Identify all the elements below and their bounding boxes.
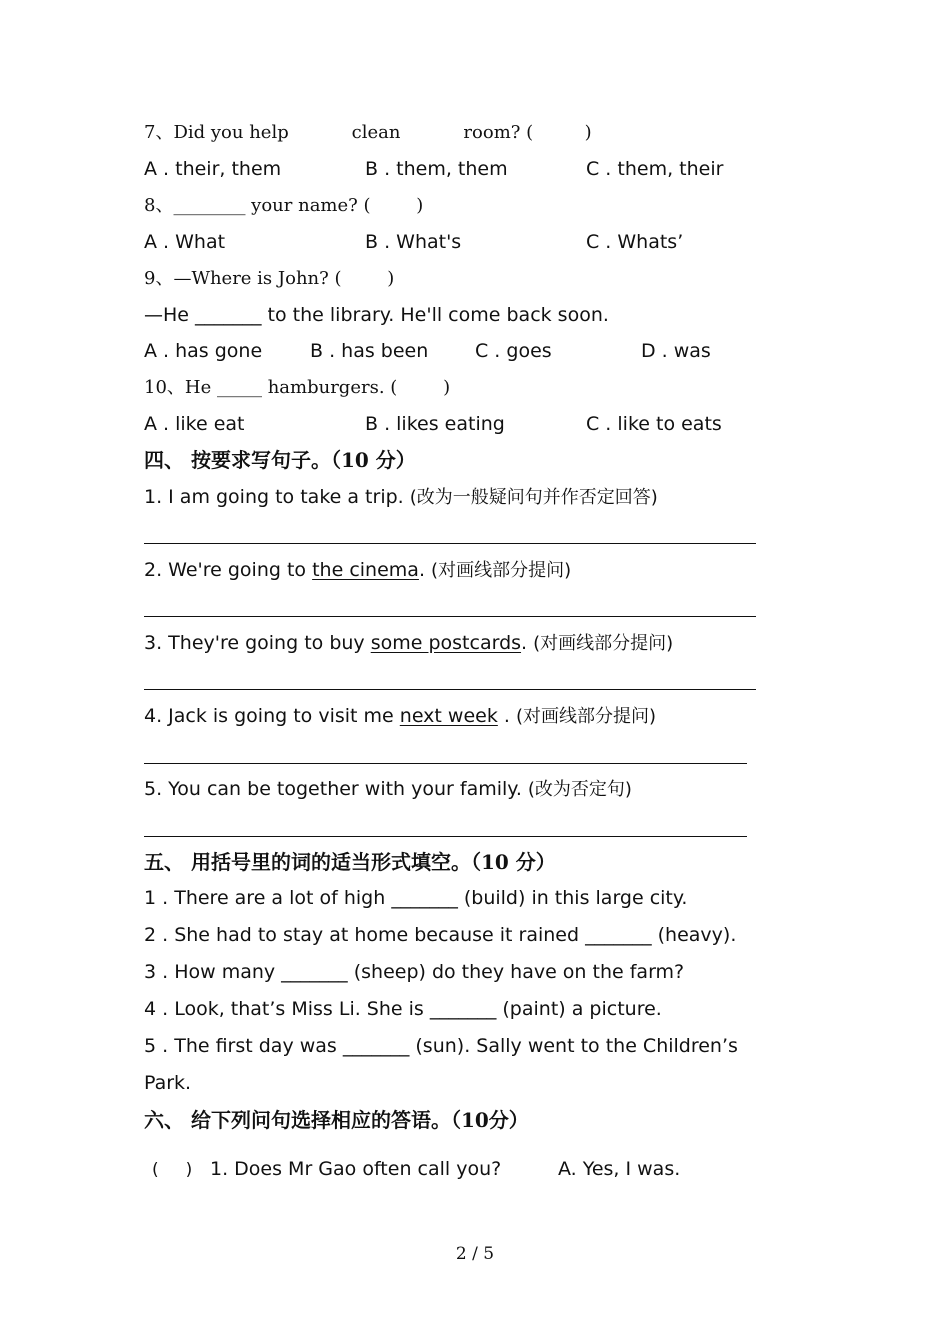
s4-item-4-underlined: next week <box>399 705 498 727</box>
s4-item-3-note: (对画线部分提问) <box>533 633 674 654</box>
question-9-line2: —He _______ to the library. He'll come back soon. <box>144 304 609 326</box>
answer-line-5[interactable] <box>144 836 747 837</box>
s4-item-4 <box>144 704 656 729</box>
s4-item-5-note: (改为否定句) <box>527 779 632 800</box>
s4-item-4-note: (对画线部分提问) <box>515 706 657 727</box>
s5-item-2: 2 . She had to stay at home because it rained _______ (heavy). <box>144 924 737 946</box>
s4-item-2-note: (对画线部分提问) <box>431 560 572 581</box>
answer-paren[interactable]: ( ) <box>152 1160 193 1180</box>
section-5-heading: 五、 用括号里的词的适当形式填空。（10 分） <box>144 850 556 874</box>
q10-option-b: B . likes eating <box>365 413 505 435</box>
q9-option-c: C . goes <box>475 340 552 362</box>
s4-item-3-underlined: some postcards <box>370 632 522 654</box>
q9-option-b: B . has been <box>310 340 429 362</box>
q10-option-c: C . like to eats <box>586 413 722 435</box>
question-9: 9、—Where is John? ( ) <box>144 268 395 289</box>
answer-line-3[interactable] <box>144 689 756 690</box>
q9-option-d: D . was <box>641 340 711 362</box>
s6-question-1: 1. Does Mr Gao often call you? <box>210 1158 502 1180</box>
q7-option-a: A . their, them <box>144 158 282 180</box>
s4-item-3-text: 3. They're going to buy <box>144 632 371 654</box>
q8-option-c: C . Whats’ <box>586 231 684 253</box>
s4-item-2-text: 2. We're going to <box>144 559 313 581</box>
s5-item-1: 1 . There are a lot of high _______ (build) in this large city. <box>144 887 688 909</box>
s4-item-1-text: 1. I am going to take a trip. <box>144 486 410 508</box>
answer-line-2[interactable] <box>144 616 756 617</box>
s4-item-4-punct: . <box>497 705 516 727</box>
s4-item-2 <box>144 558 571 583</box>
s4-item-3-punct: . <box>521 632 534 654</box>
q8-option-a: A . What <box>144 231 226 253</box>
q7-option-b: B . them, them <box>365 158 508 180</box>
s5-item-3: 3 . How many _______ (sheep) do they have on the farm? <box>144 961 685 983</box>
q9-option-a: A . has gone <box>144 340 263 362</box>
s4-item-4-text: 4. Jack is going to visit me <box>144 705 400 727</box>
s5-item-4: 4 . Look, that’s Miss Li. She is _______ (paint) a picture. <box>144 998 662 1020</box>
s4-item-2-punct: . <box>418 559 432 581</box>
q7-option-c: C . them, their <box>586 158 724 180</box>
section-6-heading: 六、 给下列问句选择相应的答语。（10分） <box>144 1108 529 1132</box>
question-8: 8、________ your name? ( ) <box>144 195 424 216</box>
s4-item-1-note: (改为一般疑问句并作否定回答) <box>409 487 658 508</box>
answer-line-4[interactable] <box>144 763 747 764</box>
s4-item-2-underlined: the cinema <box>312 559 419 581</box>
section-4-heading: 四、 按要求写句子。（10 分） <box>144 448 416 472</box>
s4-item-5-text: 5. You can be together with your family. <box>144 778 528 800</box>
question-7: 7、Did you help clean room? ( ) <box>144 122 592 143</box>
question-10: 10、He _____ hamburgers. ( ) <box>144 377 451 398</box>
s4-item-5 <box>144 777 632 802</box>
s5-item-5-cont: Park. <box>144 1072 192 1094</box>
answer-line-1[interactable] <box>144 543 756 544</box>
s4-item-1 <box>144 485 658 510</box>
s5-item-5: 5 . The first day was _______ (sun). Sally went to the Children’s <box>144 1035 738 1057</box>
q10-option-a: A . like eat <box>144 413 245 435</box>
page-number: 2 / 5 <box>455 1244 495 1264</box>
q8-option-b: B . What's <box>365 231 462 253</box>
s4-item-3 <box>144 631 673 656</box>
s6-answer-a: A. Yes, I was. <box>558 1158 681 1180</box>
